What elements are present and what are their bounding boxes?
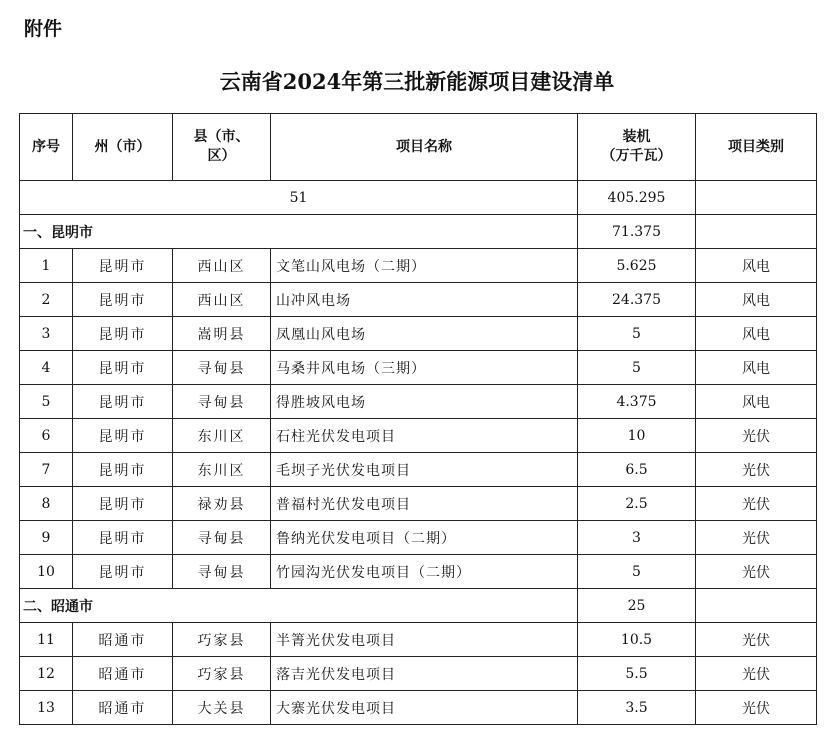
row-seq: 9 — [20, 521, 73, 555]
row-project-name: 半箐光伏发电项目 — [271, 623, 578, 657]
table-row — [20, 657, 817, 691]
row-county: 禄劝县 — [173, 487, 271, 521]
group-category-empty — [696, 589, 817, 623]
table-row — [20, 419, 817, 453]
header-capacity — [578, 114, 696, 181]
table-row — [20, 249, 817, 283]
row-prefecture: 昆明市 — [73, 385, 173, 419]
row-seq: 3 — [20, 317, 73, 351]
row-category: 光伏 — [696, 453, 817, 487]
row-category: 光伏 — [696, 691, 817, 725]
row-county: 巧家县 — [173, 623, 271, 657]
table-row — [20, 555, 817, 589]
row-capacity: 10 — [578, 419, 696, 453]
row-county: 寻甸县 — [173, 385, 271, 419]
attachment-label: 附件 — [24, 18, 63, 40]
row-prefecture: 昆明市 — [73, 487, 173, 521]
row-project-name: 文笔山风电场（二期） — [271, 249, 578, 283]
row-category: 光伏 — [696, 555, 817, 589]
row-category: 光伏 — [696, 487, 817, 521]
row-project-name: 大寨光伏发电项目 — [271, 691, 578, 725]
group-row — [20, 589, 817, 623]
row-category: 风电 — [696, 317, 817, 351]
group-capacity: 71.375 — [578, 215, 696, 249]
row-project-name: 得胜坡风电场 — [271, 385, 578, 419]
row-category: 风电 — [696, 351, 817, 385]
row-county: 西山区 — [173, 249, 271, 283]
header-county-line2: 区） — [207, 148, 236, 164]
row-prefecture: 昭通市 — [73, 657, 173, 691]
table-row — [20, 691, 817, 725]
table-header-row — [20, 114, 817, 181]
row-county: 东川区 — [173, 419, 271, 453]
row-prefecture: 昭通市 — [73, 623, 173, 657]
row-project-name: 山冲风电场 — [271, 283, 578, 317]
table-row — [20, 487, 817, 521]
row-seq: 2 — [20, 283, 73, 317]
row-county: 寻甸县 — [173, 555, 271, 589]
row-prefecture: 昆明市 — [73, 351, 173, 385]
table-row — [20, 351, 817, 385]
row-county: 寻甸县 — [173, 351, 271, 385]
header-county-line1: 县（市、 — [193, 129, 250, 145]
row-county: 西山区 — [173, 283, 271, 317]
row-seq: 6 — [20, 419, 73, 453]
header-county — [173, 114, 271, 181]
row-project-name: 凤凰山风电场 — [271, 317, 578, 351]
row-project-name: 落吉光伏发电项目 — [271, 657, 578, 691]
row-category: 风电 — [696, 283, 817, 317]
table-row — [20, 385, 817, 419]
group-category-empty — [696, 215, 817, 249]
row-county: 巧家县 — [173, 657, 271, 691]
header-prefecture: 州（市） — [73, 114, 173, 181]
row-seq: 13 — [20, 691, 73, 725]
row-capacity: 6.5 — [578, 453, 696, 487]
row-seq: 7 — [20, 453, 73, 487]
document-title: 云南省2024年第三批新能源项目建设清单 — [219, 69, 615, 94]
row-project-name: 马桑井风电场（三期） — [271, 351, 578, 385]
group-label: 二、昭通市 — [20, 589, 578, 623]
row-capacity: 10.5 — [578, 623, 696, 657]
row-prefecture: 昆明市 — [73, 283, 173, 317]
row-county: 大关县 — [173, 691, 271, 725]
table-row — [20, 317, 817, 351]
table-row — [20, 283, 817, 317]
row-project-name: 竹园沟光伏发电项目（二期） — [271, 555, 578, 589]
row-category: 风电 — [696, 385, 817, 419]
group-capacity: 25 — [578, 589, 696, 623]
row-project-name: 鲁纳光伏发电项目（二期） — [271, 521, 578, 555]
row-county: 嵩明县 — [173, 317, 271, 351]
row-category: 光伏 — [696, 657, 817, 691]
row-capacity: 2.5 — [578, 487, 696, 521]
row-seq: 5 — [20, 385, 73, 419]
row-seq: 1 — [20, 249, 73, 283]
row-category: 光伏 — [696, 521, 817, 555]
row-capacity: 5.5 — [578, 657, 696, 691]
header-project-name: 项目名称 — [271, 114, 578, 181]
header-category: 项目类别 — [696, 114, 817, 181]
row-prefecture: 昆明市 — [73, 419, 173, 453]
row-capacity: 5 — [578, 317, 696, 351]
row-capacity: 4.375 — [578, 385, 696, 419]
row-category: 光伏 — [696, 419, 817, 453]
row-seq: 10 — [20, 555, 73, 589]
table-row — [20, 623, 817, 657]
table-row — [20, 521, 817, 555]
row-prefecture: 昆明市 — [73, 555, 173, 589]
group-label: 一、昆明市 — [20, 215, 578, 249]
row-seq: 4 — [20, 351, 73, 385]
row-project-name: 毛坝子光伏发电项目 — [271, 453, 578, 487]
row-seq: 11 — [20, 623, 73, 657]
row-prefecture: 昆明市 — [73, 453, 173, 487]
total-count: 51 — [20, 181, 578, 215]
row-category: 光伏 — [696, 623, 817, 657]
header-seq: 序号 — [20, 114, 73, 181]
row-capacity: 24.375 — [578, 283, 696, 317]
total-row — [20, 181, 817, 215]
row-prefecture: 昭通市 — [73, 691, 173, 725]
row-capacity: 3.5 — [578, 691, 696, 725]
row-capacity: 5 — [578, 351, 696, 385]
header-capacity-line2: （万千瓦） — [601, 148, 672, 164]
row-prefecture: 昆明市 — [73, 521, 173, 555]
row-seq: 8 — [20, 487, 73, 521]
total-category-empty — [696, 181, 817, 215]
row-prefecture: 昆明市 — [73, 317, 173, 351]
row-project-name: 普福村光伏发电项目 — [271, 487, 578, 521]
row-county: 东川区 — [173, 453, 271, 487]
row-seq: 12 — [20, 657, 73, 691]
row-capacity: 5.625 — [578, 249, 696, 283]
group-row — [20, 215, 817, 249]
row-category: 风电 — [696, 249, 817, 283]
row-prefecture: 昆明市 — [73, 249, 173, 283]
row-capacity: 5 — [578, 555, 696, 589]
header-capacity-line1: 装机 — [622, 129, 651, 145]
total-capacity: 405.295 — [578, 181, 696, 215]
row-project-name: 石柱光伏发电项目 — [271, 419, 578, 453]
table-row — [20, 453, 817, 487]
row-county: 寻甸县 — [173, 521, 271, 555]
project-table — [19, 113, 817, 725]
row-capacity: 3 — [578, 521, 696, 555]
